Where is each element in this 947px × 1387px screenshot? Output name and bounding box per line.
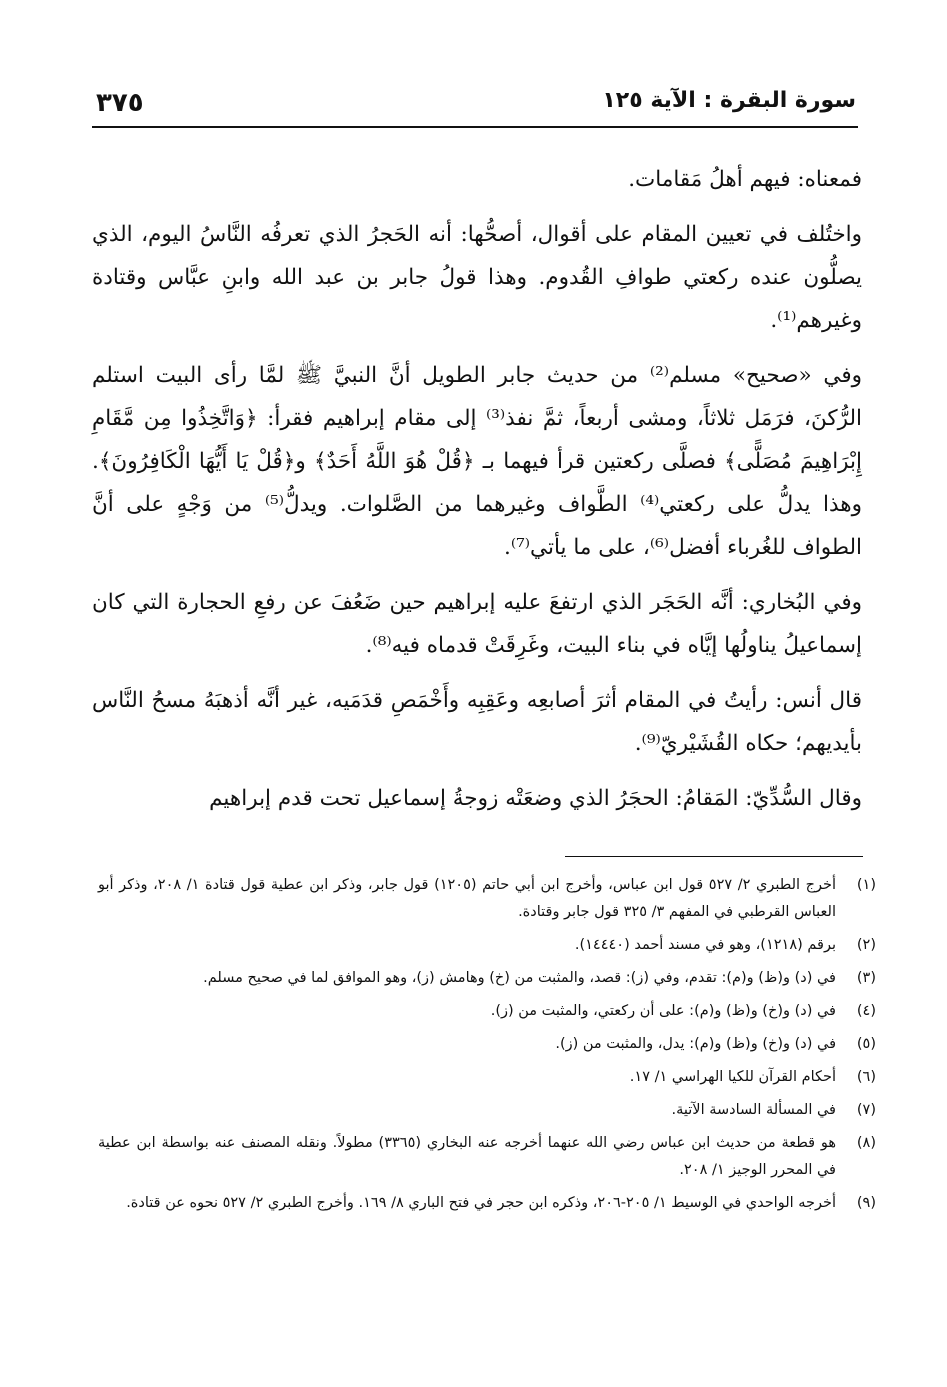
header-rule <box>92 126 858 128</box>
footnote <box>98 1064 876 1091</box>
page-header <box>92 84 858 124</box>
footnote-number: (٢) <box>856 937 876 953</box>
footnote <box>98 1190 876 1217</box>
footnote-text: أخرج الطبري ٢/ ٥٢٧ قول ابن عباس، وأخرج ابن أبي حاتم (١٢٠٥) قول جابر، وذكر ابن عطية قول قتادة ١/ ٢٠٨، وذكر أبو العباس القرطبي في المفهم ٣/ ٣٢٥ قول جابر وقتادة. <box>98 877 837 920</box>
paragraph: واختُلف في تعيين المقام على أقوال، أصحُّها: أنه الحَجرُ الذي تعرفُه النَّاسُ اليوم، الذي يصلُّون عنده ركعتي طوافِ القُدوم. وهذا قولُ جابر بن عبد الله وابنِ عبَّاس وقتادة وغيرهم⁽¹⁾. <box>92 222 862 333</box>
paragraph: وفي البُخاري: أنَّه الحَجَر الذي ارتفعَ عليه إبراهيم حين ضَعُفَ عن رفعِ الحجارة التي كان إسماعيلُ يناولُها إيَّاه في بناء البيت، وغَرِقَتْ قدماه فيه⁽⁸⁾. <box>92 590 862 658</box>
footnote-number: (٥) <box>856 1036 876 1052</box>
footnote-text: في (د) و(ظ) و(م): تقدم، وفي (ز): قصد، والمثبت من (خ) وهامش (ز)، وهو الموافق لما في صحيح مسلم. <box>203 970 836 986</box>
footnotes <box>98 872 876 1223</box>
paragraph: قال أنس: رأيتُ في المقام أثرَ أصابعِه وعَقِبِه وأَخْمَصِ قدَمَيه، غير أنَّه أذهبَهُ مسحُ النَّاس بأيديهم؛ حكاه القُشَيْريّ⁽⁹⁾. <box>92 688 862 756</box>
footnote <box>98 1031 876 1058</box>
footnote-number: (١) <box>856 877 876 893</box>
footnote <box>98 932 876 959</box>
footnote <box>98 872 876 926</box>
footnote-text: برقم (١٢١٨)، وهو في مسند أحمد (١٤٤٤٠). <box>574 937 836 953</box>
footnote-text: أخرجه الواحدي في الوسيط ١/ ٢٠٥-٢٠٦، وذكره ابن حجر في فتح الباري ٨/ ١٦٩. وأخرج الطبري ٢/ ٥٢٧ نحوه عن قتادة. <box>126 1195 836 1211</box>
footnote-number: (٤) <box>856 1003 876 1019</box>
footnote-text: هو قطعة من حديث ابن عباس رضي الله عنهما أخرجه عنه البخاري (٣٣٦٥) مطولاً. ونقله المصنف عنه بواسطة ابن عطية في المحرر الوجيز ١/ ٢٠٨. <box>98 1135 836 1178</box>
footnote-number: (٣) <box>856 970 876 986</box>
footnote-number: (٧) <box>856 1102 876 1118</box>
running-title: سورة البقرة : الآية ١٢٥ <box>602 88 856 113</box>
paragraph: فمعناه: فيهم أهلُ مَقامات. <box>628 167 862 192</box>
footnote <box>98 1097 876 1124</box>
footnote <box>98 998 876 1025</box>
paragraph: وفي «صحيح» مسلم⁽²⁾ من حديث جابر الطويل أنَّ النبيَّ ﷺ لمَّا رأى البيت استلم الرُّكنَ، فرَمَل ثلاثاً، ومشى أربعاً، ثمَّ نفذ⁽³⁾ إلى مقام إبراهيم فقرأ: ﴿وَاتَّخِذُوا مِن مَّقَامِ إِبْرَاهِيمَ مُصَلًّى﴾ فصلَّى ركعتين قرأ فيهما بـ ﴿قُلْ هُوَ اللَّهُ أَحَدٌ﴾ و﴿قُلْ يَا أَيُّهَا الْكَافِرُونَ﴾. وهذا يدلُّ على ركعتي⁽⁴⁾ الطَّواف وغيرهما من الصَّلوات. ويدلُّ⁽⁵⁾ من وَجْهٍ على أنَّ الطواف للغُرباء أفضل⁽⁶⁾، على ما يأتي⁽⁷⁾. <box>92 363 862 560</box>
footnote-text: في المسألة السادسة الآتية. <box>671 1102 836 1118</box>
footnote <box>98 1130 876 1184</box>
footnote-text: في (د) و(خ) و(ظ) و(م): على أن ركعتي، والمثبت من (ز). <box>490 1003 836 1019</box>
footnote-text: في (د) و(خ) و(ظ) و(م): يدل، والمثبت من (ز). <box>555 1036 836 1052</box>
footnote-number: (٨) <box>856 1135 876 1151</box>
paragraph: وقال السُّدِّيّ: المَقامُ: الحجَرُ الذي وضعَتْه زوجةُ إسماعيل تحت قدم إبراهيم <box>209 786 862 811</box>
footnote-text: أحكام القرآن للكيا الهراسي ١/ ١٧. <box>629 1069 836 1085</box>
main-text <box>92 158 862 832</box>
page-number: ٣٧٥ <box>96 88 144 118</box>
footnote-separator <box>565 856 863 857</box>
footnote-number: (٦) <box>856 1069 876 1085</box>
footnote <box>98 965 876 992</box>
footnote-number: (٩) <box>856 1195 876 1211</box>
